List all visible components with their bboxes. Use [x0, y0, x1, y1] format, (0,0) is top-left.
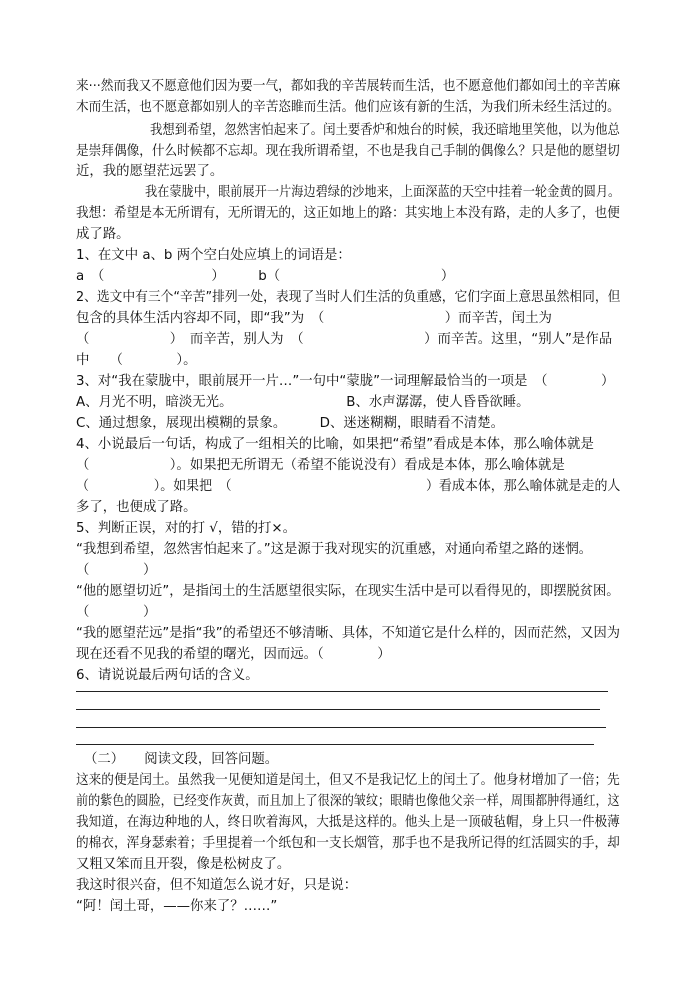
text-line: 中 （ ）。 — [76, 353, 197, 368]
text-line: 我这时很兴奋，但不知道怎么说才好，只是说： — [76, 878, 358, 893]
answer-line — [76, 691, 608, 692]
text-line: 我在蒙胧中，眼前展开一片海边碧绿的沙地来，上面深蓝的天空中挂着一轮金黄的圆月。 — [145, 185, 621, 200]
text-line: 我想到希望，忽然害怕起来了。闰土要香炉和烛台的时候，我还暗地里笑他，以为他总 — [150, 123, 620, 138]
text-line: 前的紫色的圆脸，已经变作灰黄，而且加上了很深的皱纹；眼睛也像他父亲一样，周围都肿得通红，这 — [76, 794, 620, 809]
question-2: 2、选文中有三个“辛苦”排列一处，表现了当时人们生活的负重感，它们字面上意思虽然相同，但 — [76, 290, 621, 305]
text-line: “阿！闰土哥，——你来了？……” — [76, 899, 278, 914]
answer-blank: （ ） — [76, 563, 157, 578]
answer-line — [76, 744, 594, 745]
text-line: 多了，也便成了路。 — [76, 500, 197, 515]
option-row: C、通过想象，展现出模糊的景象。 D、迷迷糊糊，眼睛看不清楚。 — [76, 416, 505, 431]
option-row: A、月光不明，暗淡无光。 B、水声潺潺，使人昏昏欲睡。 — [76, 395, 530, 410]
question-4: 4、小说最后一句话，构成了一组相关的比喻，如果把“希望”看成是本体，那么喻体就是 — [76, 437, 594, 452]
text-line: 我知道，在海边种地的人，终日吹着海风，大抵是这样的。他头上是一顶破毡帽，身上只一件极薄 — [76, 815, 620, 830]
text-line: 现在还看不见我的希望的曙光，因而远。（ ） — [76, 647, 391, 662]
question-6: 6、请说说最后两句话的含义。 — [76, 668, 259, 683]
statement: “我的愿望茫远”是指“我”的希望还不够清晰、具体，不知道它是什么样的，因而茫然，又因为 — [76, 626, 620, 641]
answer-line — [76, 709, 600, 710]
text-line: 又粗又笨而且开裂，像是松树皮了。 — [76, 857, 291, 872]
answer-blank: （ ） — [76, 605, 157, 620]
text-line: 近，我的愿望茫远罢了。 — [76, 164, 224, 179]
question-5: 5、判断正误，对的打 √，错的打×。 — [76, 521, 296, 536]
answer-blank-row: a （ ） b（ ） — [76, 269, 455, 284]
text-line: 成了路。 — [76, 227, 130, 242]
statement: “他的愿望切近”，是指闰土的生活愿望很实际，在现实生活中是可以看得见的，即摆脱贫困。 — [76, 584, 620, 599]
text-line: （ ）。如果把无所谓无（希望不能说没有）看成是本体，那么喻体就是 — [76, 458, 565, 473]
text-line: 包含的具体生活内容却不同，即“我”为 （ ）而辛苦，闰土为 — [76, 311, 552, 326]
text-line: 是崇拜偶像，什么时候都不忘却。现在我所谓希望，不也是我自己手制的偶像么？只是他的愿望切 — [76, 144, 620, 159]
text-line: 木而生活，也不愿意都如别人的辛苦恣睢而生活。他们应该有新的生活，为我们所未经生活过的。 — [76, 100, 620, 115]
section-heading: （二） 阅读文段，回答问题。 — [84, 752, 279, 767]
text-line: 我想：希望是本无所谓有，无所谓无的，这正如地上的路：其实地上本没有路，走的人多了，也便 — [76, 206, 620, 221]
text-line: （ ） 而辛苦，别人为 （ ）而辛苦。这里，“别人”是作品 — [76, 332, 613, 347]
text-line: 来···然而我又不愿意他们因为要一气，都如我的辛苦展转而生活，也不愿意他们都如闰土的辛苦麻 — [76, 79, 621, 94]
question-1: 1、在文中 a、b 两个空白处应填上的词语是： — [76, 248, 351, 263]
text-line: 的棉衣，浑身瑟索着；手里提着一个纸包和一支长烟管，那手也不是我所记得的红活圆实的手，却 — [76, 836, 620, 851]
statement: “我想到希望，忽然害怕起来了。”这是源于我对现实的沉重感，对通向希望之路的迷惘。 — [76, 542, 593, 557]
question-3: 3、对“我在蒙胧中，眼前展开一片…”一句中“蒙胧”一词理解最恰当的一项是 （ ） — [76, 374, 615, 389]
text-line: （ ）。如果把 （ ）看成本体，那么喻体就是走的人 — [76, 479, 621, 494]
answer-line — [76, 727, 606, 728]
text-line: 这来的便是闰土。虽然我一见便知道是闰土，但又不是我记忆上的闰土了。他身材增加了一倍；先 — [76, 773, 620, 788]
